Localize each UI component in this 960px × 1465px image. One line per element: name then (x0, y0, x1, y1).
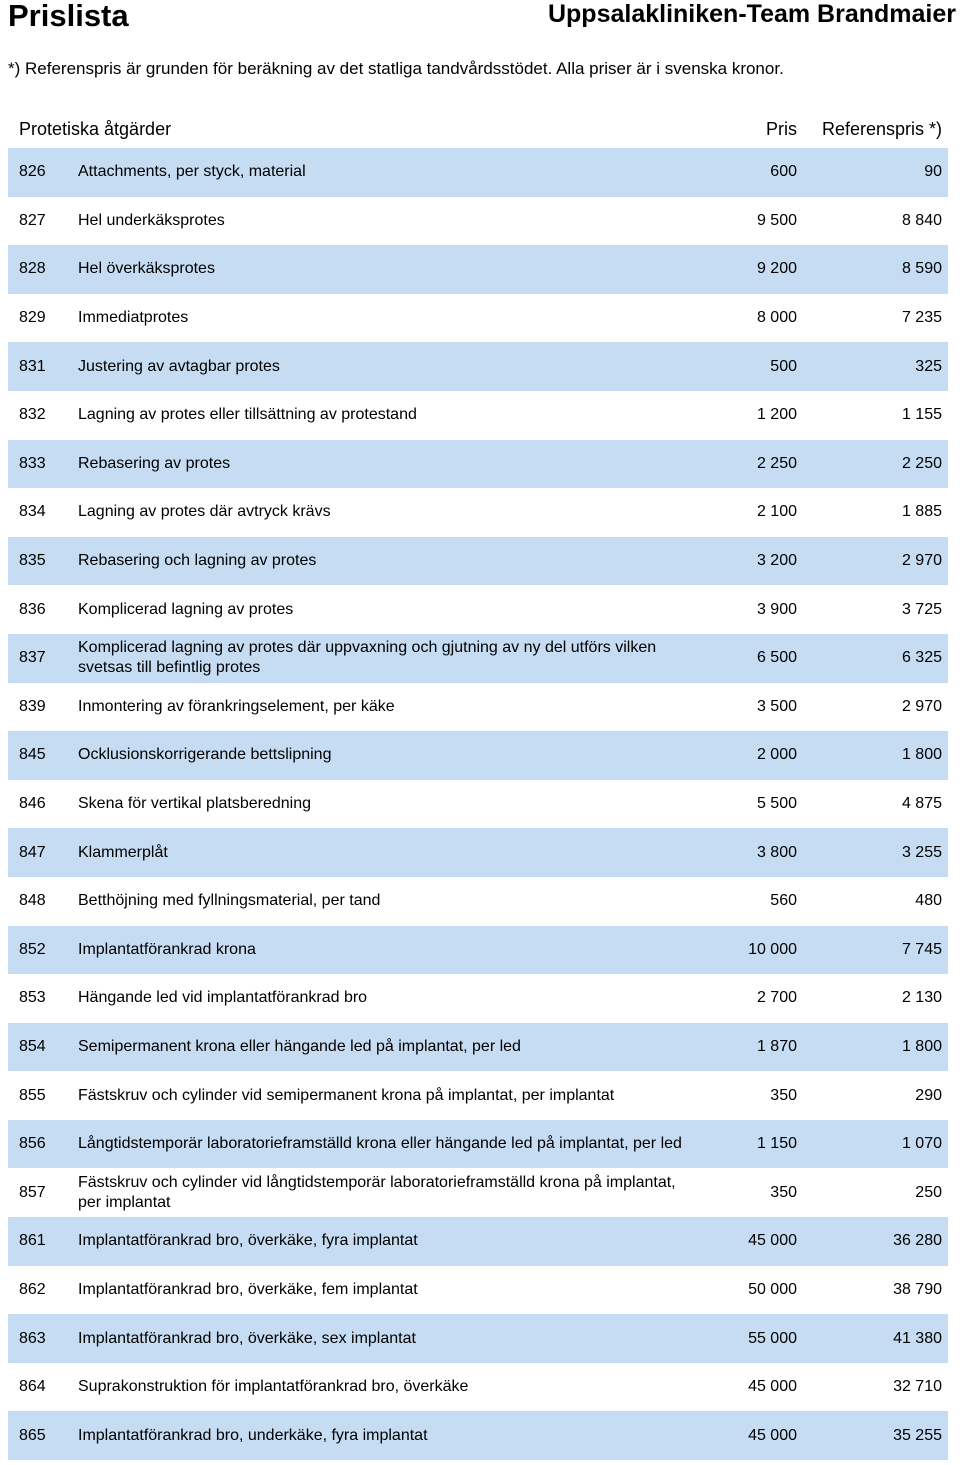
table-header (0, 116, 960, 142)
price-cell: 1 150 (756, 1135, 797, 1153)
reference-price-note: *) Referenspris är grunden för beräkning av det statliga tandvårdsstödet. Alla priser är i svenska kronor. (8, 59, 784, 78)
table-row (8, 440, 948, 489)
treatment-code: 831 (19, 357, 46, 375)
table-row (8, 731, 948, 780)
treatment-description: Inmontering av förankringselement, per käke (78, 697, 395, 715)
treatment-code: 856 (19, 1135, 46, 1153)
reference-price-cell: 325 (915, 357, 942, 375)
treatment-code: 833 (19, 454, 46, 472)
price-cell: 6 500 (756, 649, 797, 667)
table-row (8, 197, 948, 246)
treatment-code: 862 (19, 1280, 46, 1298)
table-row (8, 148, 948, 197)
treatment-description: Betthöjning med fyllningsmaterial, per tand (78, 892, 381, 910)
price-cell: 500 (770, 357, 797, 375)
treatment-description: Rebasering av protes (78, 454, 231, 472)
price-cell: 9 500 (756, 211, 797, 229)
price-cell: 50 000 (748, 1280, 797, 1298)
reference-price-cell: 480 (915, 892, 942, 910)
table-row (8, 828, 948, 877)
table-row (8, 1266, 948, 1315)
treatment-code: 834 (19, 503, 46, 521)
treatment-code: 826 (19, 163, 46, 181)
page-title: Prislista (8, 0, 129, 33)
treatment-code: 837 (19, 649, 46, 667)
reference-price-cell: 8 590 (901, 260, 942, 278)
reference-price-cell: 1 800 (901, 1037, 942, 1055)
treatment-description: Fästskruv och cylinder vid semipermanent krona på implantat, per implantat (78, 1086, 615, 1104)
price-table (8, 148, 948, 1460)
treatment-description: Skena för vertikal platsberedning (78, 795, 312, 813)
price-cell: 3 500 (756, 697, 797, 715)
treatment-description: Suprakonstruktion för implantatförankrad bro, överkäke (78, 1378, 469, 1396)
price-cell: 600 (770, 163, 797, 181)
reference-price-cell: 32 710 (893, 1378, 942, 1396)
table-row (8, 1363, 948, 1412)
treatment-description: Hel underkäksprotes (78, 211, 225, 229)
reference-price-cell: 1 800 (901, 746, 942, 764)
price-cell: 8 000 (756, 309, 797, 327)
price-cell: 3 200 (756, 552, 797, 570)
table-row (8, 585, 948, 634)
reference-price-cell: 7 235 (901, 309, 942, 327)
treatment-description: Komplicerad lagning av protes där uppvaxning och gjutning av ny del utförs vilken svetsas till befintlig protes (78, 639, 657, 677)
table-row (8, 537, 948, 586)
treatment-description: Implantatförankrad krona (78, 940, 256, 958)
treatment-code: 835 (19, 552, 46, 570)
reference-price-cell: 36 280 (893, 1232, 942, 1250)
treatment-code: 828 (19, 260, 46, 278)
price-cell: 1 200 (756, 406, 797, 424)
price-cell: 2 700 (756, 989, 797, 1007)
price-cell: 350 (770, 1086, 797, 1104)
treatment-description: Justering av avtagbar protes (78, 357, 280, 375)
price-cell: 1 870 (756, 1037, 797, 1055)
table-row (8, 391, 948, 440)
treatment-code: 864 (19, 1378, 46, 1396)
section-title: Protetiska åtgärder (19, 119, 172, 139)
treatment-code: 848 (19, 892, 46, 910)
treatment-code: 827 (19, 211, 46, 229)
treatment-code: 846 (19, 795, 46, 813)
treatment-description: Lagning av protes där avtryck krävs (78, 503, 331, 521)
reference-price-cell: 3 255 (901, 843, 942, 861)
treatment-description: Implantatförankrad bro, underkäke, fyra implantat (78, 1426, 428, 1444)
table-row (8, 1120, 948, 1169)
clinic-name: Uppsalakliniken-Team Brandmaier (547, 0, 956, 28)
treatment-description: Komplicerad lagning av protes (78, 600, 294, 618)
treatment-description: Rebasering och lagning av protes (78, 552, 317, 570)
reference-price-cell: 1 070 (901, 1135, 942, 1153)
table-row (8, 1023, 948, 1072)
treatment-description: Hängande led vid implantatförankrad bro (78, 989, 368, 1007)
treatment-description: Attachments, per styck, material (78, 163, 306, 181)
treatment-code: 845 (19, 746, 46, 764)
treatment-code: 852 (19, 940, 46, 958)
reference-price-cell: 38 790 (893, 1280, 942, 1298)
price-cell: 45 000 (748, 1378, 797, 1396)
table-row (8, 877, 948, 926)
reference-price-cell: 8 840 (901, 211, 942, 229)
reference-price-cell: 6 325 (901, 649, 942, 667)
treatment-description: Fästskruv och cylinder vid långtidstemporär laboratorieframställd krona på implantat, per implantat (78, 1173, 676, 1211)
price-cell: 3 800 (756, 843, 797, 861)
treatment-description: Immediatprotes (78, 309, 189, 327)
treatment-code: 863 (19, 1329, 46, 1347)
treatment-description: Klammerplåt (78, 843, 168, 861)
treatment-code: 857 (19, 1183, 46, 1201)
treatment-description: Hel överkäksprotes (78, 260, 215, 278)
reference-price-cell: 41 380 (893, 1329, 942, 1347)
treatment-description: Långtidstemporär laboratorieframställd krona eller hängande led på implantat, per led (78, 1135, 682, 1153)
price-cell: 10 000 (748, 940, 797, 958)
reference-price-cell: 290 (915, 1086, 942, 1104)
price-cell: 2 000 (756, 746, 797, 764)
price-cell: 350 (770, 1183, 797, 1201)
reference-price-column-header: Referenspris *) (821, 119, 942, 139)
table-row (8, 780, 948, 829)
price-cell: 3 900 (756, 600, 797, 618)
treatment-description: Lagning av protes eller tillsättning av protestand (78, 406, 417, 424)
table-row (8, 926, 948, 975)
price-cell: 45 000 (748, 1232, 797, 1250)
table-row (8, 1168, 948, 1217)
reference-price-cell: 4 875 (901, 795, 942, 813)
reference-price-cell: 3 725 (901, 600, 942, 618)
treatment-description: Implantatförankrad bro, överkäke, fem implantat (78, 1280, 418, 1298)
reference-price-cell: 1 155 (901, 406, 942, 424)
treatment-code: 853 (19, 989, 46, 1007)
table-row (8, 245, 948, 294)
table-row (8, 1071, 948, 1120)
table-row (8, 1314, 948, 1363)
treatment-code: 829 (19, 309, 46, 327)
treatment-description: Ocklusionskorrigerande bettslipning (78, 746, 332, 764)
reference-price-cell: 2 250 (901, 454, 942, 472)
table-row (8, 1217, 948, 1266)
treatment-code: 865 (19, 1426, 46, 1444)
treatment-code: 836 (19, 600, 46, 618)
reference-price-cell: 7 745 (901, 940, 942, 958)
treatment-code: 861 (19, 1232, 46, 1250)
treatment-description: Implantatförankrad bro, överkäke, fyra implantat (78, 1232, 418, 1250)
table-row (8, 342, 948, 391)
price-cell: 9 200 (756, 260, 797, 278)
treatment-code: 839 (19, 697, 46, 715)
reference-price-cell: 250 (915, 1183, 942, 1201)
table-row (8, 1411, 948, 1460)
treatment-code: 855 (19, 1086, 46, 1104)
treatment-description: Semipermanent krona eller hängande led på implantat, per led (78, 1037, 521, 1055)
reference-price-cell: 2 970 (901, 552, 942, 570)
treatment-code: 854 (19, 1037, 46, 1055)
treatment-code: 832 (19, 406, 46, 424)
price-cell: 45 000 (748, 1426, 797, 1444)
table-row (8, 634, 948, 683)
price-cell: 560 (770, 892, 797, 910)
reference-price-cell: 35 255 (893, 1426, 942, 1444)
price-column-header: Pris (766, 119, 797, 139)
table-row (8, 294, 948, 343)
reference-price-cell: 90 (924, 163, 942, 181)
treatment-description: Implantatförankrad bro, överkäke, sex implantat (78, 1329, 416, 1347)
price-cell: 2 100 (756, 503, 797, 521)
price-cell: 2 250 (756, 454, 797, 472)
table-row (8, 683, 948, 732)
reference-price-cell: 2 130 (901, 989, 942, 1007)
price-cell: 5 500 (756, 795, 797, 813)
table-row (8, 974, 948, 1023)
price-cell: 55 000 (748, 1329, 797, 1347)
table-row (8, 488, 948, 537)
reference-price-cell: 1 885 (901, 503, 942, 521)
reference-price-cell: 2 970 (901, 697, 942, 715)
treatment-code: 847 (19, 843, 46, 861)
